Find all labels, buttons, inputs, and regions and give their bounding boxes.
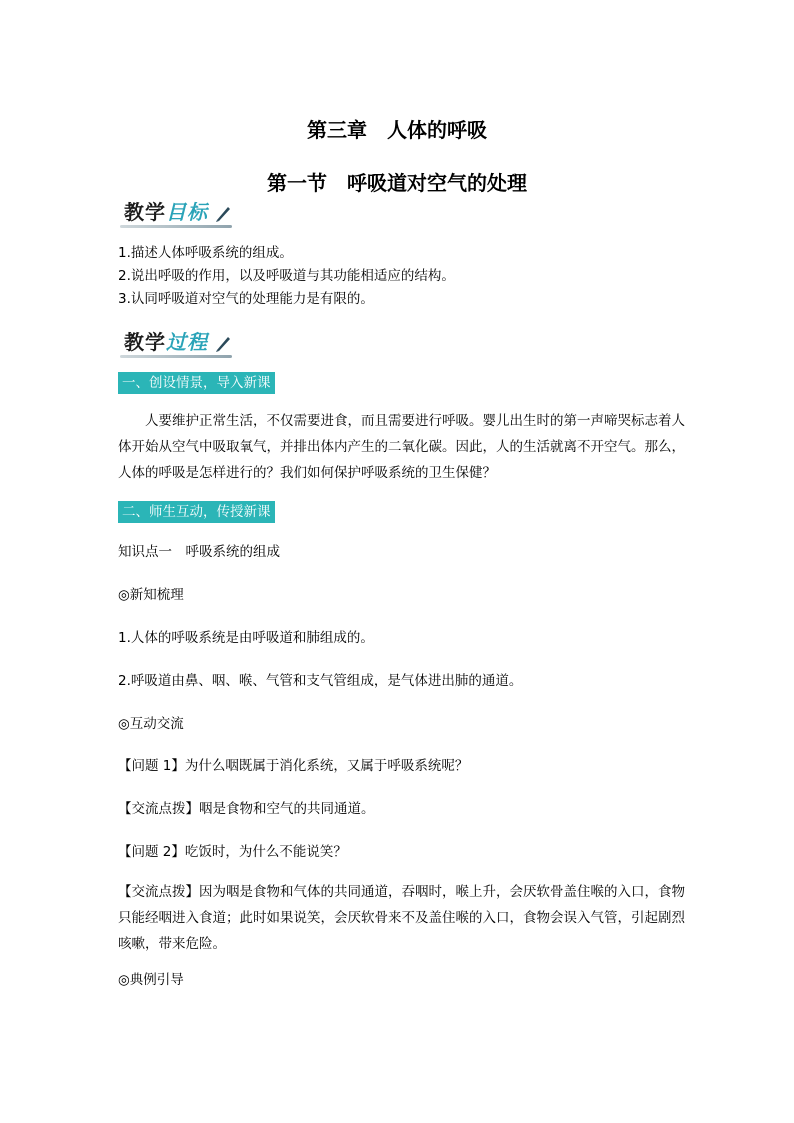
intro-paragraph: 人要维护正常生活，不仅需要进食，而且需要进行呼吸。婴儿出生时的第一声啼哭标志着人体开始从空气中吸取氧气，并排出体内产生的二氧化碳。因此，人的生活就离不开空气。那么，人体的呼吸是怎样进行的？我们如何保护呼吸系统的卫生保健？: [118, 413, 685, 481]
goals-banner-part1: 教学: [124, 200, 166, 224]
example-label: ◎典例引导: [118, 972, 184, 988]
knowledge-point-heading: 知识点一 呼吸系统的组成: [118, 544, 280, 560]
pen-icon: [214, 334, 232, 352]
answer-1: 【交流点拨】咽是食物和空气的共同通道。: [118, 801, 375, 817]
step1-heading: 一、创设情景，导入新课: [118, 372, 275, 394]
goal-item: 3.认同呼吸道对空气的处理能力是有限的。: [118, 291, 374, 307]
question-2: 【问题 2】吃饭时，为什么不能说笑？: [118, 844, 347, 860]
banner-underline: [120, 355, 232, 358]
pen-icon: [214, 204, 232, 222]
question-1: 【问题 1】为什么咽既属于消化系统，又属于呼吸系统呢？: [118, 758, 469, 774]
knowledge-item: 1.人体的呼吸系统是由呼吸道和肺组成的。: [118, 630, 374, 646]
process-banner: [118, 326, 248, 360]
goals-banner-part2: 目标: [166, 200, 208, 224]
goal-item: 1.描述人体呼吸系统的组成。: [118, 245, 293, 261]
process-banner-part2: 过程: [166, 330, 208, 354]
chapter-title: 第三章 人体的呼吸: [307, 118, 487, 142]
section-title: 第一节 呼吸道对空气的处理: [267, 171, 527, 195]
process-banner-part1: 教学: [124, 330, 166, 354]
knowledge-item: 2.呼吸道由鼻、咽、喉、气管和支气管组成，是气体进出肺的通道。: [118, 673, 523, 689]
step2-heading: 二、师生互动，传授新课: [118, 501, 275, 523]
goals-banner: [118, 196, 248, 230]
new-knowledge-label: ◎新知梳理: [118, 587, 184, 603]
banner-underline: [120, 225, 232, 228]
answer-2: 【交流点拨】因为咽是食物和气体的共同通道，吞咽时，喉上升，会厌软骨盖住喉的入口，食物只能经咽进入食道；此时如果说笑，会厌软骨来不及盖住喉的入口，食物会误入气管，引起剧烈咳嗽，带来危险。: [118, 884, 685, 952]
goal-item: 2.说出呼吸的作用，以及呼吸道与其功能相适应的结构。: [118, 268, 455, 284]
interaction-label: ◎互动交流: [118, 716, 184, 732]
